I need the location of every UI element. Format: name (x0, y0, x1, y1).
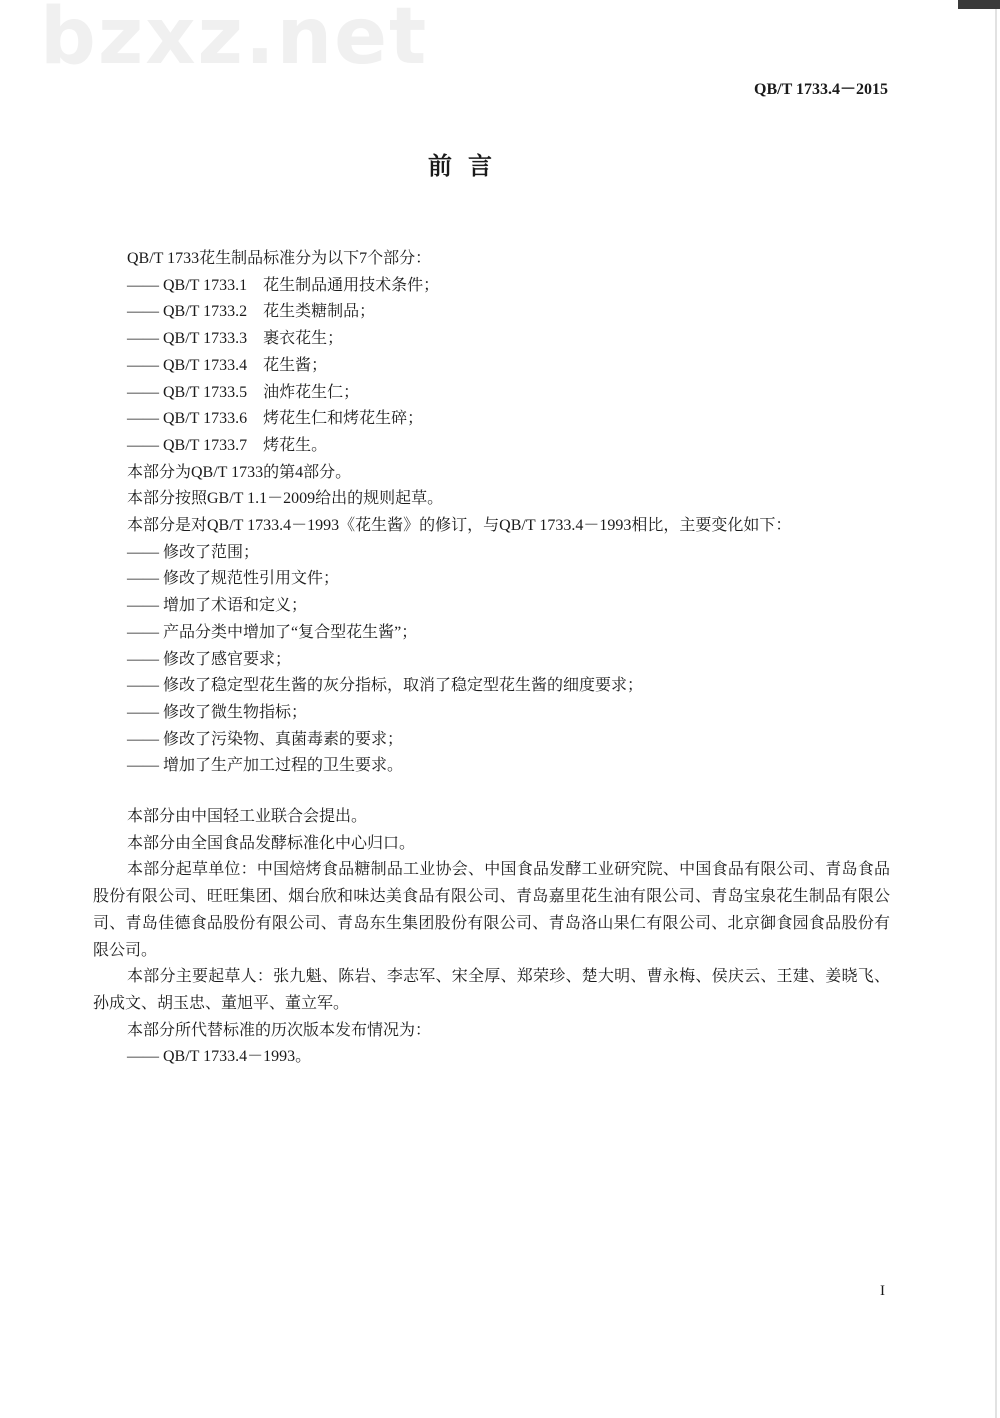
paragraph: —— QB/T 1733.4－1993。 (127, 1048, 312, 1066)
page-edge (995, 9, 997, 1418)
paragraph: —— QB/T 1733.1 花生制品通用技术条件； (127, 276, 440, 294)
watermark: bzxz.net (40, 0, 429, 82)
viewer-toolbar-corner (958, 0, 1000, 9)
paragraph: —— QB/T 1733.7 烤花生。 (127, 436, 328, 454)
paragraph: —— QB/T 1733.6 烤花生仁和烤花生碎； (127, 410, 424, 428)
paragraph: QB/T 1733花生制品标准分为以下7个部分： (127, 250, 432, 267)
paragraph: 本部分起草单位：中国焙烤食品糖制品工业协会、中国食品发酵工业研究院、中国食品有限公司、青岛食品股份有限公司、旺旺集团、烟台欣和味达美食品有限公司、青岛嘉里花生油有限公司、青岛宝泉花生制品有限公司、青岛佳德食品股份有限公司、青岛东生集团股份有限公司、青岛洛山果仁有限公司、北京御食园食品股份有限公司。 (93, 861, 890, 959)
paragraph: —— QB/T 1733.3 裹衣花生； (127, 330, 344, 348)
paragraph: —— 修改了稳定型花生酱的灰分指标，取消了稳定型花生酱的细度要求； (127, 677, 644, 695)
page-number: I (880, 1283, 885, 1299)
paragraph: 本部分由全国食品发酵标准化中心归口。 (127, 834, 416, 852)
paragraph: —— QB/T 1733.5 油炸花生仁； (127, 383, 360, 401)
paragraph: —— 修改了规范性引用文件； (127, 570, 340, 588)
paragraph: 本部分为QB/T 1733的第4部分。 (127, 463, 352, 481)
paragraph: 本部分是对QB/T 1733.4－1993《花生酱》的修订，与QB/T 1733.4－1993相比，主要变化如下： (127, 517, 792, 535)
paragraph: —— 修改了范围； (127, 543, 260, 561)
page-title: 前言 (428, 152, 508, 180)
foreword-body (93, 246, 890, 1071)
paragraph: 本部分由中国轻工业联合会提出。 (127, 808, 368, 826)
paragraph: —— 增加了生产加工过程的卫生要求。 (127, 757, 404, 775)
paragraph: 本部分主要起草人：张九魁、陈岩、李志军、宋全厚、郑荣珍、楚大明、曹永梅、侯庆云、王建、姜晓飞、孙成文、胡玉忠、董旭平、董立军。 (93, 968, 890, 1012)
paragraph: —— 修改了感官要求； (127, 650, 292, 668)
paragraph: 本部分所代替标准的历次版本发布情况为： (127, 1021, 432, 1039)
paragraph: —— QB/T 1733.2 花生类糖制品； (127, 303, 376, 321)
standard-number-header: QB/T 1733.4－2015 (754, 81, 888, 98)
paragraph: —— 修改了微生物指标； (127, 703, 308, 721)
paragraph: —— 修改了污染物、真菌毒素的要求； (127, 730, 404, 748)
paragraph: —— 产品分类中增加了“复合型花生酱”； (127, 623, 418, 641)
paragraph: —— QB/T 1733.4 花生酱； (127, 356, 328, 374)
paragraph: 本部分按照GB/T 1.1－2009给出的规则起草。 (127, 490, 444, 508)
paragraph: —— 增加了术语和定义； (127, 597, 308, 615)
